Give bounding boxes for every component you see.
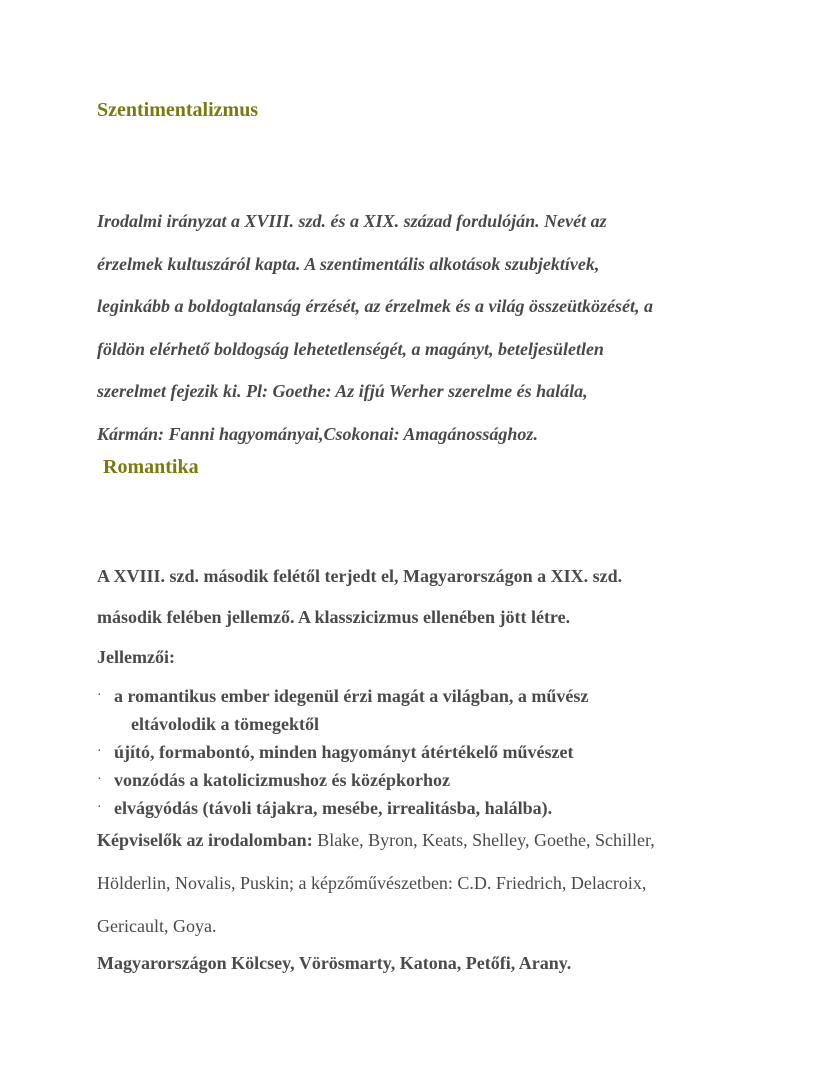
bullet-icon: · — [97, 772, 102, 787]
paragraph-line: leginkább a boldogtalanság érzését, az érzelmek és a világ összeütközését, a — [97, 296, 653, 316]
paragraph-line: szerelmet fejezik ki. Pl: Goethe: Az ifjú Werher szerelme és halála, — [97, 381, 588, 401]
paragraph-line: érzelmek kultuszáról kapta. A szentimentális alkotások szubjektívek, — [97, 253, 600, 274]
paragraph-line: Gericault, Goya. — [97, 916, 217, 936]
szentimentalizmus-paragraph — [97, 200, 757, 455]
paragraph-line: Irodalmi irányzat a XVIII. szd. és a XIX. század fordulóján. Nevét az — [97, 211, 607, 231]
paragraph-line: Hölderlin, Novalis, Puskin; a képzőművészetben: C.D. Friedrich, Delacroix, — [97, 873, 647, 893]
bullet-icon: · — [97, 744, 102, 759]
list-item — [97, 794, 757, 822]
list-item-text: a romantikus ember idegenül érzi magát a világban, a művész — [114, 686, 589, 706]
list-item — [97, 738, 757, 766]
heading-szentimentalizmus: Szentimentalizmus — [97, 99, 259, 121]
paragraph-line: A XVIII. szd. második felétől terjedt el, Magyarországon a XIX. szd. — [97, 566, 623, 586]
list-item-text: vonzódás a katolicizmushoz és középkorhoz — [114, 770, 451, 790]
list-item — [97, 682, 757, 738]
list-item-text: újító, formabontó, minden hagyományt átértékelő művészet — [114, 742, 574, 762]
paragraph-line: második felében jellemző. A klasszicizmus ellenében jött létre. — [97, 607, 571, 627]
features-label: Jellemzői: — [97, 647, 175, 667]
list-item — [97, 766, 757, 794]
paragraph-line: Blake, Byron, Keats, Shelley, Goethe, Schiller, — [312, 830, 655, 850]
representatives-paragraph — [97, 819, 777, 948]
list-item-text-continued: eltávolodik a tömegektől — [131, 714, 319, 734]
paragraph-line: Kármán: Fanni hagyományai,Csokonai: Amagánossághoz. — [97, 423, 538, 444]
paragraph-line: földön elérhető boldogság lehetetlenségét, a magányt, beteljesületlen — [97, 338, 604, 359]
hungary-representatives: Magyarországon Kölcsey, Vörösmarty, Katona, Petőfi, Arany. — [97, 953, 572, 973]
representatives-label: Képviselők az irodalomban: — [97, 830, 313, 850]
features-list — [97, 682, 757, 822]
list-item-text: elvágyódás (távoli tájakra, mesébe, irrealitásba, halálba). — [114, 798, 553, 818]
bullet-icon: · — [97, 688, 102, 703]
bullet-icon: · — [97, 800, 102, 815]
heading-romantika: Romantika — [103, 456, 199, 478]
romantika-intro-paragraph — [97, 556, 777, 638]
